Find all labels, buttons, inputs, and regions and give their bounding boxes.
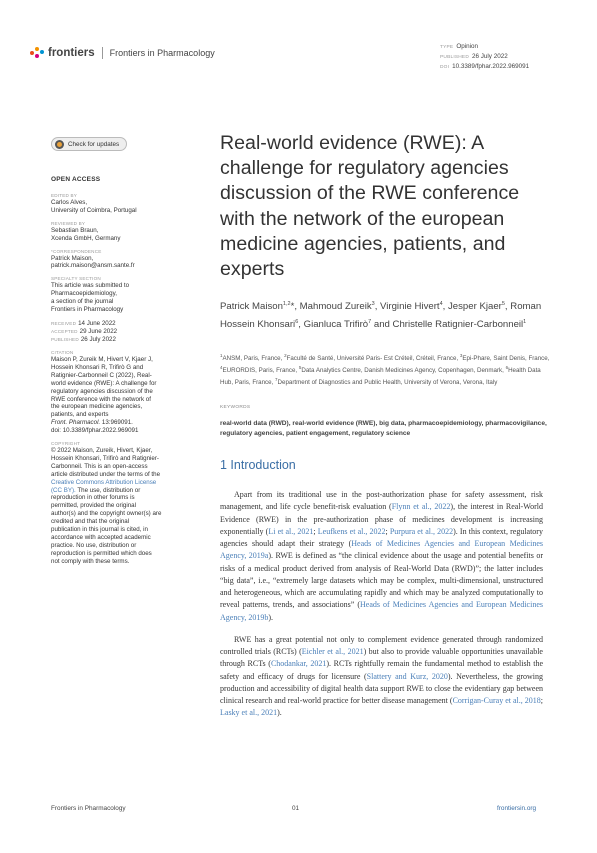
affiliation-number: 4: [220, 364, 223, 370]
author-name[interactable]: Mahmoud Zureik: [299, 301, 372, 313]
footer-journal: Frontiers in Pharmacology: [51, 805, 126, 812]
meta-doi: DOI 10.3389/fphar.2022.969091: [440, 63, 530, 71]
author-name[interactable]: Jesper Kjaer: [448, 301, 502, 313]
correspondence: *CORRESPONDENCE Patrick Maison, patrick.maison@ansm.sante.fr: [51, 249, 181, 271]
article-title: Real-world evidence (RWE): A challenge for regulatory agencies discussion of the RWE conference with the network of the european medicine agencies, patients, and experts: [220, 132, 520, 281]
edited-by: EDITED BY Carlos Alves, University of Coimbra, Portugal: [51, 192, 137, 214]
citation-link[interactable]: Chodankar, 2021: [270, 659, 327, 669]
check-for-updates-button[interactable]: [51, 137, 127, 151]
citation-doi[interactable]: doi: 10.3389/fphar.2022.969091: [51, 427, 139, 435]
copyright: COPYRIGHT © 2022 Maison, Zureik, Hivert, Kjaer, Hossein Khonsari, Trifirò and Ratignier- Carbonneil. This is an open-access article distributed under the terms of the Creative Commons Attribution License (CC BY). The use, distribution or reproduction in other forums is permitted, provided the original author(s) and the copyright owner(s) are credited and that the original publication in this journal is cited, in accordance with accepted academic practice. No use, distribution or reproduction is permitted which does not comply with these terms.: [51, 441, 162, 565]
body-text: ), the interest in Real-World Evidence (RWE) in the pre-authorization phase of medicines development is increasing exponentially (: [220, 502, 544, 536]
affiliation-number: 6: [505, 364, 509, 370]
frontiers-logo-icon: [30, 46, 44, 60]
body-text: ). Nevertheless, the growing production and accessibility of digital health data support RWE to close the evidentiary gap between clinical research and real-world practice for better disease management (: [220, 671, 543, 705]
affiliation-number: 1: [220, 353, 223, 358]
correspondence-email[interactable]: patrick.maison@ansm.sante.fr: [51, 262, 135, 270]
author-name[interactable]: Virginie Hivert: [380, 301, 440, 313]
body-text: ;: [540, 696, 544, 705]
page-number: 01: [292, 805, 300, 812]
body-text: ).: [277, 708, 282, 718]
affiliation-number: 2: [284, 353, 287, 358]
affiliation-number: 7: [275, 376, 278, 382]
section-heading: 1 Introduction: [220, 458, 296, 472]
citation-link[interactable]: Eichler et al., 2021: [301, 647, 364, 656]
keywords-label: KEYWORDS: [220, 405, 251, 410]
body-text: ). RCTs rightfully remain the fundamental method to establish the safety and efficacy of drugs for licensure (: [220, 659, 544, 681]
affiliation-number: 5: [298, 364, 302, 370]
citation-link[interactable]: Purpura et al., 2022: [389, 526, 454, 536]
check-for-updates-label: Check for updates: [68, 140, 120, 148]
author-list: Patrick Maison$^{1,2}$*, Mahmoud Zureik$^3$, Virginie Hivert$^4$, Jesper Kjaer$^5$, Roman Hossein Khonsari$^6$, Gianluca Trifirò$^7$ and Christelle Ratignier-Carbonneil$^1$: [220, 301, 542, 330]
meta-published: PUBLISHED 26 July 2022: [440, 53, 508, 61]
author-affiliation-ref: 5: [501, 301, 505, 307]
author-affiliation-ref: 6: [295, 318, 299, 325]
specialty-section: SPECIALTY SECTION This article was submitted to Pharmacoepidemiology, a section of the journal Frontiers in Pharmacology: [51, 276, 130, 314]
article-meta: [440, 42, 529, 73]
author-name[interactable]: Gianluca Trifirò: [303, 318, 369, 330]
citation-link[interactable]: Heads of Medicines Agencies and European Medicines Agency, 2019b: [220, 600, 543, 622]
citation-link[interactable]: Slattery and Kurz, 2020: [366, 671, 448, 681]
affiliation-text: Department of Diagnostics and Public Health, University of Verona, Verona, Italy: [277, 378, 498, 386]
journal-name: Frontiers in Pharmacology: [109, 48, 215, 58]
affiliation-text: ANSM, Paris, France,: [222, 355, 285, 363]
author-affiliation-ref: 4: [439, 301, 443, 307]
header-logo[interactable]: [30, 46, 215, 60]
footer-site-link[interactable]: frontiersin.org: [497, 805, 537, 812]
body-text: ).: [268, 612, 274, 622]
brand-name: frontiers: [48, 47, 95, 59]
body-text: RWE has a great potential not only to complement evidence generated through randomized controlled trials (RCTs) (: [220, 634, 543, 656]
affiliation-text: Faculté de Santé, Université Paris- Est Créteil, Créteil, France,: [286, 355, 460, 363]
body-text: ) but also to provide valuable opportunities unavailable through RCTs (: [220, 647, 543, 669]
citation: CITATION Maison P, Zureik M, Hivert V, Kjaer J, Hossein Khonsari R, Trifirò G and Ratignier-Carbonneil C (2022), Real- world evidence (RWE): A challenge for regulatory agencies discussion of the RWE conference with the network of the european medicine agencies, patients, and experts Front. Pharmacol. 13:969091. doi: 10.3389/fphar.2022.969091: [51, 350, 181, 435]
open-access-label: OPEN ACCESS: [51, 176, 101, 183]
citation-link[interactable]: Flynn et al., 2022: [391, 502, 451, 512]
logo-divider: [102, 47, 103, 59]
body-text: ;: [313, 526, 318, 536]
citation-link[interactable]: Heads of Medicines Agencies and European Medicines Agency, 2019a: [220, 539, 543, 561]
body-paragraph: [220, 634, 543, 720]
cc-license-link-2[interactable]: (CC BY).: [51, 486, 76, 494]
sidebar: [51, 176, 181, 572]
author-name[interactable]: Christelle Ratignier-Carbonneil: [392, 318, 524, 330]
body-text: ;: [385, 526, 390, 536]
author-name[interactable]: Roman Hossein Khonsari: [220, 301, 542, 330]
body-paragraph: [220, 489, 543, 624]
reviewed-by: REVIEWED BY Sebastian Braun, Xcenda GmbH, Germany: [51, 220, 121, 242]
corresponding-author-mark: *: [290, 301, 295, 313]
citation-link[interactable]: Li et al., 2021: [268, 526, 314, 536]
author-name[interactable]: Patrick Maison: [220, 301, 283, 313]
article-dates: RECEIVED 14 June 2022 ACCEPTED 29 June 2022 PUBLISHED 26 July 2022: [51, 319, 118, 343]
affiliation-text: EURORDIS, Paris, France,: [222, 366, 299, 374]
cc-license-link[interactable]: Creative Commons Attribution License: [51, 478, 157, 486]
affiliations: [220, 352, 550, 387]
citation-link[interactable]: Leufkens et al., 2022: [317, 526, 386, 536]
article-body: [220, 489, 543, 720]
author-affiliation-ref: 1,2: [282, 301, 291, 307]
author-affiliation-ref: 3: [371, 301, 375, 307]
meta-type: TYPE Opinion: [440, 43, 479, 50]
citation-link[interactable]: Lasky et al., 2021: [220, 708, 278, 718]
author-affiliation-ref: 1: [523, 318, 527, 325]
update-check-icon: [55, 140, 64, 149]
affiliation-text: Data Analytics Centre, Danish Medicines Agency, Copenhagen, Denmark,: [301, 366, 506, 374]
author-affiliation-ref: 7: [368, 318, 372, 325]
body-text: Apart from its traditional use in the post-authorization phase for safety assessment, risk management, and life cycle benefit-risk evaluation (: [220, 490, 543, 512]
body-text: ). RWE is defined as “the clinical evidence about the usage and potential benefits or risks of a medical product derived from analysis of Real-World Data (RWD)”; the latter includes “big data”, i.e., “extremely large datasets which may be complex, multi-dimensional, unstructured and heterogeneous, which are accumulating rapidly and which may be analyzed computationally to reveal patterns, trends, and associations” (: [220, 551, 543, 610]
affiliation-number: 3: [459, 353, 463, 358]
citation-link[interactable]: Corrigan-Curay et al., 2018: [452, 696, 541, 705]
body-text: ). In this context, regulatory agencies should adapt their strategy (: [220, 526, 543, 548]
keywords: real-world data (RWD), real-world evidence (RWE), big data, pharmacoepidemiology, pharmacovigilance, regulatory agencies, patient engagement, regulatory science: [220, 420, 547, 437]
affiliation-text: Epi-Phare, Saint Denis, France,: [462, 355, 550, 363]
affiliation-text: Health Data Hub, Paris, France,: [220, 366, 541, 386]
